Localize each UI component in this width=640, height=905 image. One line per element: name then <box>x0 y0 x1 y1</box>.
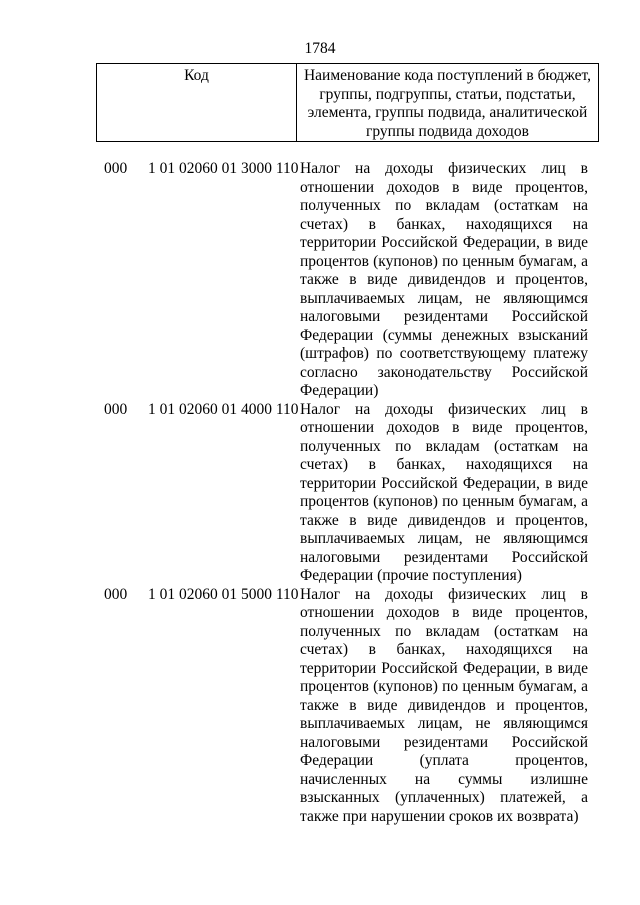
entry-admin-code: 000 <box>104 585 128 603</box>
entry-revenue-code: 1 01 02060 01 5000 110 <box>148 585 299 603</box>
entry-description: Налог на доходы физических лиц в отношении доходов в виде процентов, полученных по вкладам (остаткам на счетах) в банках, находящихся на территории Российской Федерации, в виде процентов (купонов) по ценным бумагам, а также в виде дивидендов и процентов, выплачиваемых лицам, не являющимся налоговыми резидентами Российской Федерации (уплата процентов, начисленных на суммы излишне взысканных (уплаченных) платежей, а также при нарушении сроков их возврата) <box>300 585 588 825</box>
table-row <box>0 401 640 586</box>
entry-admin-code: 000 <box>104 400 128 418</box>
entries-list <box>0 160 640 826</box>
table-row <box>0 160 640 401</box>
header-name-label: Наименование кода поступлений в бюджет, группы, подгруппы, статьи, подстатьи, элемента, группы подвида, аналитической группы подвида доходов <box>303 67 592 140</box>
entry-admin-code: 000 <box>104 160 128 177</box>
table-row <box>0 586 640 827</box>
entry-revenue-code: 1 01 02060 01 3000 110 <box>148 160 299 177</box>
page-number: 1784 <box>304 40 336 57</box>
table-header <box>96 63 599 142</box>
header-code-label: Код <box>184 67 209 84</box>
entry-description: Налог на доходы физических лиц в отношении доходов в виде процентов, полученных по вкладам (остаткам на счетах) в банках, находящихся на территории Российской Федерации, в виде процентов (купонов) по ценным бумагам, а также в виде дивидендов и процентов, выплачиваемых лицам, не являющимся налоговыми резидентами Российской Федерации (прочие поступления) <box>300 400 588 584</box>
entry-revenue-code: 1 01 02060 01 4000 110 <box>148 400 299 418</box>
entry-description: Налог на доходы физических лиц в отношении доходов в виде процентов, полученных по вкладам (остаткам на счетах) в банках, находящихся на территории Российской Федерации, в виде процентов (купонов) по ценным бумагам, а также в виде дивидендов и процентов, выплачиваемых лицам, не являющимся налоговыми резидентами Российской Федерации (суммы денежных взысканий (штрафов) по соответствующему платежу согласно законодательству Российской Федерации) <box>300 160 588 399</box>
